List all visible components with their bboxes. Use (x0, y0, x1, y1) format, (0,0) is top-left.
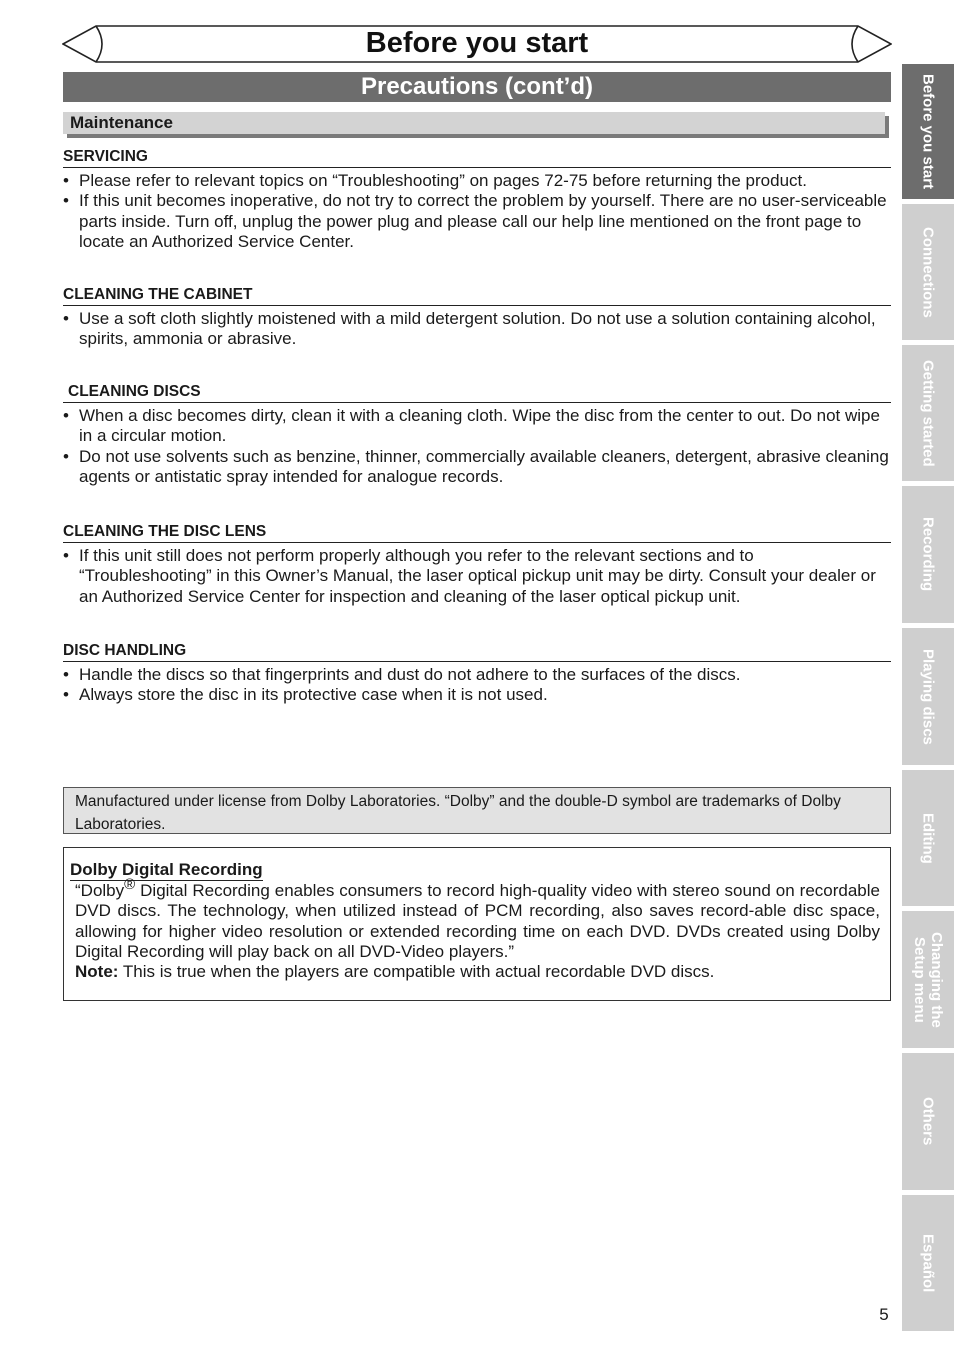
tab-getting-started[interactable] (902, 345, 954, 481)
bullet-item: • If this unit still does not perform properly although you refer to the relevant sections and to “Troubleshooting” in this Owner’s Manual, the laser optical pickup unit may be dirty. Consult your dealer or an Authorized Service Center for inspection and cleaning of the laser optical pickup unit. (63, 546, 891, 607)
tab-playing-discs[interactable] (902, 628, 954, 765)
dolby-box-text: “Dolby® Digital Recording enables consumers to record high-quality video with stereo sound on recordable DVD discs. The technology, when utilized instead of PCM recording, also saves record-able disc space, allowing for higher video resolution or extended recording time on each DVD. DVDs created using Dolby Digital Recording will play back on all DVD-Video players.” Note: This is true when the players are compatible with actual recordable DVD discs. (75, 876, 880, 982)
tab-label: Others (919, 1097, 937, 1146)
note-text: This is true when the players are compatible with actual recordable DVD discs. (118, 962, 715, 982)
note-label: Note: (75, 962, 119, 982)
section-heading: CLEANING THE DISC LENS (63, 523, 891, 543)
section-heading: SERVICING (63, 148, 891, 168)
registered-mark: ® (124, 876, 136, 893)
tab-connections[interactable] (902, 204, 954, 340)
tab-before-you-start[interactable] (902, 64, 954, 199)
bullet-item: • Do not use solvents such as benzine, thinner, commercially available cleaners, detergent, abrasive cleaning agents or antistatic spray intended for analogue records. (63, 447, 891, 488)
section-cleaning-disc-lens (63, 523, 891, 607)
bullet-item: • Use a soft cloth slightly moistened with a mild detergent solution. Do not use a solution containing alcohol, spirits, ammonia or abrasive. (63, 309, 891, 350)
tab-changing-setup-menu[interactable] (902, 911, 954, 1048)
section-heading: CLEANING DISCS (63, 383, 891, 403)
section-cleaning-cabinet (63, 286, 891, 350)
bullet-item: • Always store the disc in its protective case when it is not used. (63, 685, 891, 705)
tab-others[interactable] (902, 1053, 954, 1190)
dolby-digital-recording-box (63, 847, 891, 1001)
tab-label: Changing the Setup menu (911, 931, 945, 1028)
tab-recording[interactable] (902, 486, 954, 623)
dolby-box-title: Dolby Digital Recording (70, 860, 263, 879)
section-bar-maintenance: Maintenance (63, 112, 885, 134)
bullet-item: • If this unit becomes inoperative, do not try to correct the problem by yourself. There are no user-serviceable parts inside. Turn off, unplug the power plug and please call our help line mentioned on the front page to locate an Authorized Service Center. (63, 191, 891, 252)
page-number: 5 (879, 1305, 889, 1324)
page-title: Before you start (365, 27, 589, 59)
tab-espanol[interactable] (902, 1195, 954, 1331)
tab-label: Connections (919, 226, 937, 318)
section-heading: CLEANING THE CABINET (63, 286, 891, 306)
section-cleaning-discs (63, 383, 891, 487)
tab-label: Recording (919, 517, 937, 592)
tab-label: Before you start (919, 73, 937, 190)
dolby-trademark-notice: Manufactured under license from Dolby Laboratories. “Dolby” and the double-D symbol are trademarks of Dolby Laboratories. (63, 787, 891, 834)
tab-editing[interactable] (902, 770, 954, 906)
bullet-item: • Handle the discs so that fingerprints and dust do not adhere to the surfaces of the discs. (63, 665, 891, 685)
tab-label: Getting started (919, 359, 937, 467)
title-banner (62, 24, 892, 64)
bullet-item: • When a disc becomes dirty, clean it with a cleaning cloth. Wipe the disc from the center to out. Do not wipe in a circular motion. (63, 406, 891, 447)
page-subtitle: Precautions (cont’d) (63, 72, 891, 102)
tab-label: Playing discs (919, 648, 937, 745)
section-disc-handling (63, 642, 891, 706)
bullet-item: • Please refer to relevant topics on “Troubleshooting” on pages 72-75 before returning the product. (63, 171, 891, 191)
tab-label: Español (919, 1233, 937, 1293)
section-heading: DISC HANDLING (63, 642, 891, 662)
section-servicing (63, 148, 891, 252)
tab-label: Editing (919, 812, 937, 864)
